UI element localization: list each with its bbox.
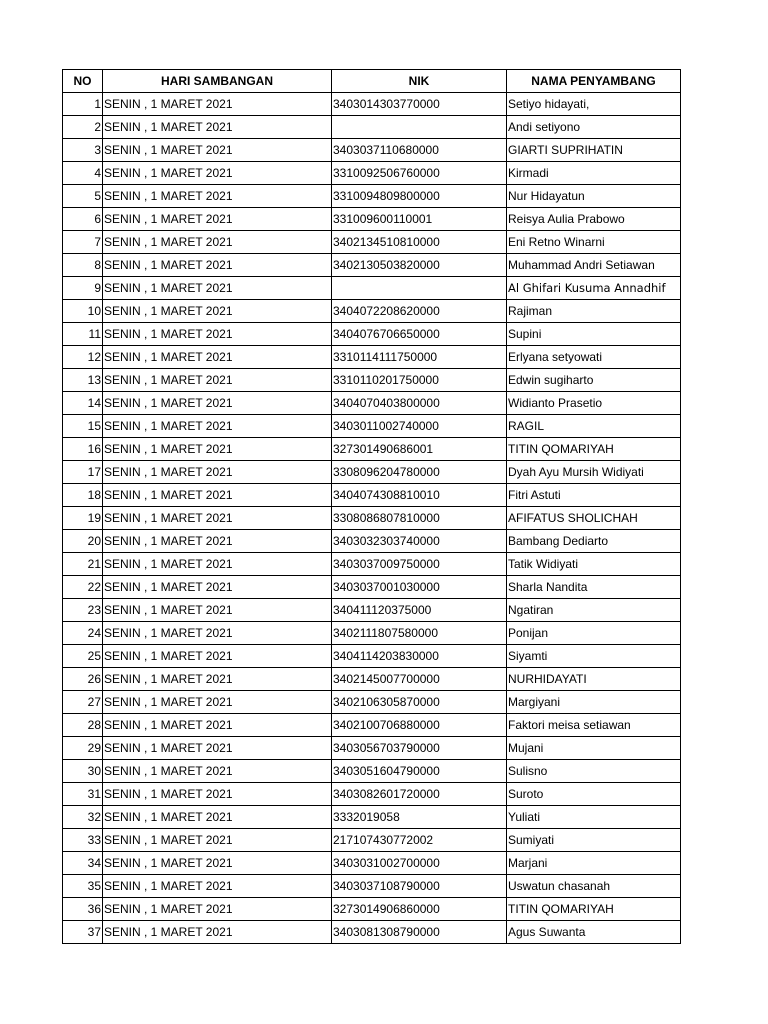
- nik-cell: 3404074308810010: [332, 484, 507, 507]
- table-row: [63, 875, 681, 898]
- nik-cell: 3308096204780000: [332, 461, 507, 484]
- visit-day-cell: SENIN , 1 MARET 2021: [103, 806, 332, 829]
- table-row: [63, 760, 681, 783]
- nik-cell: 3403082601720000: [332, 783, 507, 806]
- table-row: [63, 530, 681, 553]
- table-row: [63, 185, 681, 208]
- table-row: [63, 208, 681, 231]
- visit-day-cell: SENIN , 1 MARET 2021: [103, 668, 332, 691]
- visitor-name-cell: Sharla Nandita: [507, 576, 681, 599]
- table-row: [63, 553, 681, 576]
- row-number: 33: [63, 829, 103, 852]
- visitor-name-cell: Al Ghifari Kusuma Annadhif: [507, 277, 681, 300]
- nik-cell: 3402100706880000: [332, 714, 507, 737]
- visitor-name-cell: Kirmadi: [507, 162, 681, 185]
- row-number: 8: [63, 254, 103, 277]
- nik-cell: 331009600110001: [332, 208, 507, 231]
- table-row: [63, 783, 681, 806]
- visitor-name-cell: Uswatun chasanah: [507, 875, 681, 898]
- visit-day-cell: SENIN , 1 MARET 2021: [103, 829, 332, 852]
- visit-day-cell: SENIN , 1 MARET 2021: [103, 254, 332, 277]
- nik-cell: 3403032303740000: [332, 530, 507, 553]
- row-number: 10: [63, 300, 103, 323]
- row-number: 14: [63, 392, 103, 415]
- visit-day-cell: SENIN , 1 MARET 2021: [103, 599, 332, 622]
- visitor-name-cell: Bambang Dediarto: [507, 530, 681, 553]
- visit-day-cell: SENIN , 1 MARET 2021: [103, 415, 332, 438]
- nik-cell: 3402134510810000: [332, 231, 507, 254]
- table-row: [63, 829, 681, 852]
- visitor-name-cell: TITIN QOMARIYAH: [507, 438, 681, 461]
- nik-cell: 3402130503820000: [332, 254, 507, 277]
- visit-day-cell: SENIN , 1 MARET 2021: [103, 645, 332, 668]
- visitor-name-cell: Fitri Astuti: [507, 484, 681, 507]
- row-number: 26: [63, 668, 103, 691]
- visit-day-cell: SENIN , 1 MARET 2021: [103, 898, 332, 921]
- row-number: 11: [63, 323, 103, 346]
- visit-day-cell: SENIN , 1 MARET 2021: [103, 185, 332, 208]
- visitor-name-cell: Agus Suwanta: [507, 921, 681, 944]
- table-row: [63, 898, 681, 921]
- visitor-name-cell: Siyamti: [507, 645, 681, 668]
- visit-day-cell: SENIN , 1 MARET 2021: [103, 875, 332, 898]
- nik-cell: 3402145007700000: [332, 668, 507, 691]
- visitor-name-cell: Muhammad Andri Setiawan: [507, 254, 681, 277]
- row-number: 17: [63, 461, 103, 484]
- visitor-name-cell: Widianto Prasetio: [507, 392, 681, 415]
- nik-cell: 3403037001030000: [332, 576, 507, 599]
- row-number: 22: [63, 576, 103, 599]
- table-row: [63, 369, 681, 392]
- row-number: 13: [63, 369, 103, 392]
- visitor-name-cell: Suroto: [507, 783, 681, 806]
- nik-cell: [332, 277, 507, 300]
- visit-day-cell: SENIN , 1 MARET 2021: [103, 438, 332, 461]
- visitor-name-cell: Yuliati: [507, 806, 681, 829]
- visitor-name-cell: Ngatiran: [507, 599, 681, 622]
- visitor-name-cell: AFIFATUS SHOLICHAH: [507, 507, 681, 530]
- nik-cell: 3403031002700000: [332, 852, 507, 875]
- visit-day-cell: SENIN , 1 MARET 2021: [103, 323, 332, 346]
- nik-cell: 3404070403800000: [332, 392, 507, 415]
- nik-cell: 3403011002740000: [332, 415, 507, 438]
- visit-day-cell: SENIN , 1 MARET 2021: [103, 93, 332, 116]
- visitor-name-cell: TITIN QOMARIYAH: [507, 898, 681, 921]
- nik-cell: 3402111807580000: [332, 622, 507, 645]
- visit-day-cell: SENIN , 1 MARET 2021: [103, 461, 332, 484]
- table-body: [63, 93, 681, 944]
- nik-cell: 327301490686001: [332, 438, 507, 461]
- table-row: [63, 300, 681, 323]
- row-number: 20: [63, 530, 103, 553]
- nik-cell: 3310110201750000: [332, 369, 507, 392]
- row-number: 30: [63, 760, 103, 783]
- row-number: 7: [63, 231, 103, 254]
- row-number: 9: [63, 277, 103, 300]
- visit-day-cell: SENIN , 1 MARET 2021: [103, 921, 332, 944]
- header-hari-sambangan: HARI SAMBANGAN: [103, 70, 332, 93]
- row-number: 16: [63, 438, 103, 461]
- nik-cell: 3332019058: [332, 806, 507, 829]
- row-number: 5: [63, 185, 103, 208]
- table-row: [63, 93, 681, 116]
- table-row: [63, 737, 681, 760]
- row-number: 1: [63, 93, 103, 116]
- visitor-name-cell: Setiyo hidayati,: [507, 93, 681, 116]
- nik-cell: 3402106305870000: [332, 691, 507, 714]
- header-nik: NIK: [332, 70, 507, 93]
- row-number: 35: [63, 875, 103, 898]
- nik-cell: 3403056703790000: [332, 737, 507, 760]
- table-row: [63, 116, 681, 139]
- visitor-name-cell: Nur Hidayatun: [507, 185, 681, 208]
- table-row: [63, 599, 681, 622]
- row-number: 28: [63, 714, 103, 737]
- row-number: 6: [63, 208, 103, 231]
- table-row: [63, 484, 681, 507]
- visitor-name-cell: Edwin sugiharto: [507, 369, 681, 392]
- table-header: [63, 70, 681, 93]
- header-no: NO: [63, 70, 103, 93]
- table-row: [63, 415, 681, 438]
- row-number: 32: [63, 806, 103, 829]
- row-number: 18: [63, 484, 103, 507]
- visit-day-cell: SENIN , 1 MARET 2021: [103, 277, 332, 300]
- visitor-name-cell: Sumiyati: [507, 829, 681, 852]
- table-row: [63, 323, 681, 346]
- visitor-name-cell: Dyah Ayu Mursih Widiyati: [507, 461, 681, 484]
- visit-day-cell: SENIN , 1 MARET 2021: [103, 783, 332, 806]
- table-row: [63, 461, 681, 484]
- row-number: 3: [63, 139, 103, 162]
- visitor-name-cell: RAGIL: [507, 415, 681, 438]
- visitor-name-cell: Tatik Widiyati: [507, 553, 681, 576]
- visit-day-cell: SENIN , 1 MARET 2021: [103, 760, 332, 783]
- visit-day-cell: SENIN , 1 MARET 2021: [103, 346, 332, 369]
- nik-cell: 3404076706650000: [332, 323, 507, 346]
- visit-day-cell: SENIN , 1 MARET 2021: [103, 116, 332, 139]
- row-number: 31: [63, 783, 103, 806]
- visitor-name-cell: Mujani: [507, 737, 681, 760]
- visit-day-cell: SENIN , 1 MARET 2021: [103, 300, 332, 323]
- nik-cell: 3403051604790000: [332, 760, 507, 783]
- visit-day-cell: SENIN , 1 MARET 2021: [103, 691, 332, 714]
- visitor-name-cell: Ponijan: [507, 622, 681, 645]
- nik-cell: 3404114203830000: [332, 645, 507, 668]
- table-row: [63, 921, 681, 944]
- table-row: [63, 852, 681, 875]
- row-number: 36: [63, 898, 103, 921]
- header-nama-penyambang: NAMA PENYAMBANG: [507, 70, 681, 93]
- table-row: [63, 254, 681, 277]
- nik-cell: 3404072208620000: [332, 300, 507, 323]
- row-number: 15: [63, 415, 103, 438]
- nik-cell: 3273014906860000: [332, 898, 507, 921]
- visit-day-cell: SENIN , 1 MARET 2021: [103, 622, 332, 645]
- visit-day-cell: SENIN , 1 MARET 2021: [103, 208, 332, 231]
- nik-cell: 340411120375000: [332, 599, 507, 622]
- nik-cell: [332, 116, 507, 139]
- row-number: 19: [63, 507, 103, 530]
- table-row: [63, 714, 681, 737]
- nik-cell: 3403037009750000: [332, 553, 507, 576]
- visitor-name-cell: Rajiman: [507, 300, 681, 323]
- visit-day-cell: SENIN , 1 MARET 2021: [103, 553, 332, 576]
- visitor-name-cell: Sulisno: [507, 760, 681, 783]
- visit-day-cell: SENIN , 1 MARET 2021: [103, 530, 332, 553]
- nik-cell: 3403037108790000: [332, 875, 507, 898]
- nik-cell: 217107430772002: [332, 829, 507, 852]
- table-row: [63, 139, 681, 162]
- row-number: 4: [63, 162, 103, 185]
- table-row: [63, 438, 681, 461]
- visit-day-cell: SENIN , 1 MARET 2021: [103, 392, 332, 415]
- table-row: [63, 645, 681, 668]
- row-number: 37: [63, 921, 103, 944]
- visit-day-cell: SENIN , 1 MARET 2021: [103, 576, 332, 599]
- visit-day-cell: SENIN , 1 MARET 2021: [103, 737, 332, 760]
- header-row: [63, 70, 681, 93]
- visitor-name-cell: Andi setiyono: [507, 116, 681, 139]
- table-row: [63, 622, 681, 645]
- table-row: [63, 346, 681, 369]
- table-row: [63, 231, 681, 254]
- nik-cell: 3403014303770000: [332, 93, 507, 116]
- visit-day-cell: SENIN , 1 MARET 2021: [103, 852, 332, 875]
- table-row: [63, 806, 681, 829]
- row-number: 2: [63, 116, 103, 139]
- table-row: [63, 507, 681, 530]
- row-number: 25: [63, 645, 103, 668]
- visit-day-cell: SENIN , 1 MARET 2021: [103, 231, 332, 254]
- row-number: 34: [63, 852, 103, 875]
- visit-day-cell: SENIN , 1 MARET 2021: [103, 369, 332, 392]
- visitor-name-cell: GIARTI SUPRIHATIN: [507, 139, 681, 162]
- table-row: [63, 277, 681, 300]
- visitor-name-cell: Margiyani: [507, 691, 681, 714]
- table-row: [63, 576, 681, 599]
- nik-cell: 3310094809800000: [332, 185, 507, 208]
- visitor-name-cell: Supini: [507, 323, 681, 346]
- nik-cell: 3403037110680000: [332, 139, 507, 162]
- visit-day-cell: SENIN , 1 MARET 2021: [103, 162, 332, 185]
- table-row: [63, 162, 681, 185]
- nik-cell: 3310092506760000: [332, 162, 507, 185]
- row-number: 21: [63, 553, 103, 576]
- visit-day-cell: SENIN , 1 MARET 2021: [103, 507, 332, 530]
- nik-cell: 3310114111750000: [332, 346, 507, 369]
- visitor-name-cell: Reisya Aulia Prabowo: [507, 208, 681, 231]
- visitor-name-cell: Eni Retno Winarni: [507, 231, 681, 254]
- row-number: 27: [63, 691, 103, 714]
- visitor-name-cell: Faktori meisa setiawan: [507, 714, 681, 737]
- visitor-name-cell: NURHIDAYATI: [507, 668, 681, 691]
- nik-cell: 3308086807810000: [332, 507, 507, 530]
- visit-day-cell: SENIN , 1 MARET 2021: [103, 484, 332, 507]
- visitor-table: [62, 69, 681, 944]
- table-row: [63, 668, 681, 691]
- row-number: 23: [63, 599, 103, 622]
- table-row: [63, 392, 681, 415]
- nik-cell: 3403081308790000: [332, 921, 507, 944]
- row-number: 12: [63, 346, 103, 369]
- row-number: 29: [63, 737, 103, 760]
- visitor-name-cell: Erlyana setyowati: [507, 346, 681, 369]
- visit-day-cell: SENIN , 1 MARET 2021: [103, 139, 332, 162]
- visitor-name-cell: Marjani: [507, 852, 681, 875]
- table-row: [63, 691, 681, 714]
- row-number: 24: [63, 622, 103, 645]
- visit-day-cell: SENIN , 1 MARET 2021: [103, 714, 332, 737]
